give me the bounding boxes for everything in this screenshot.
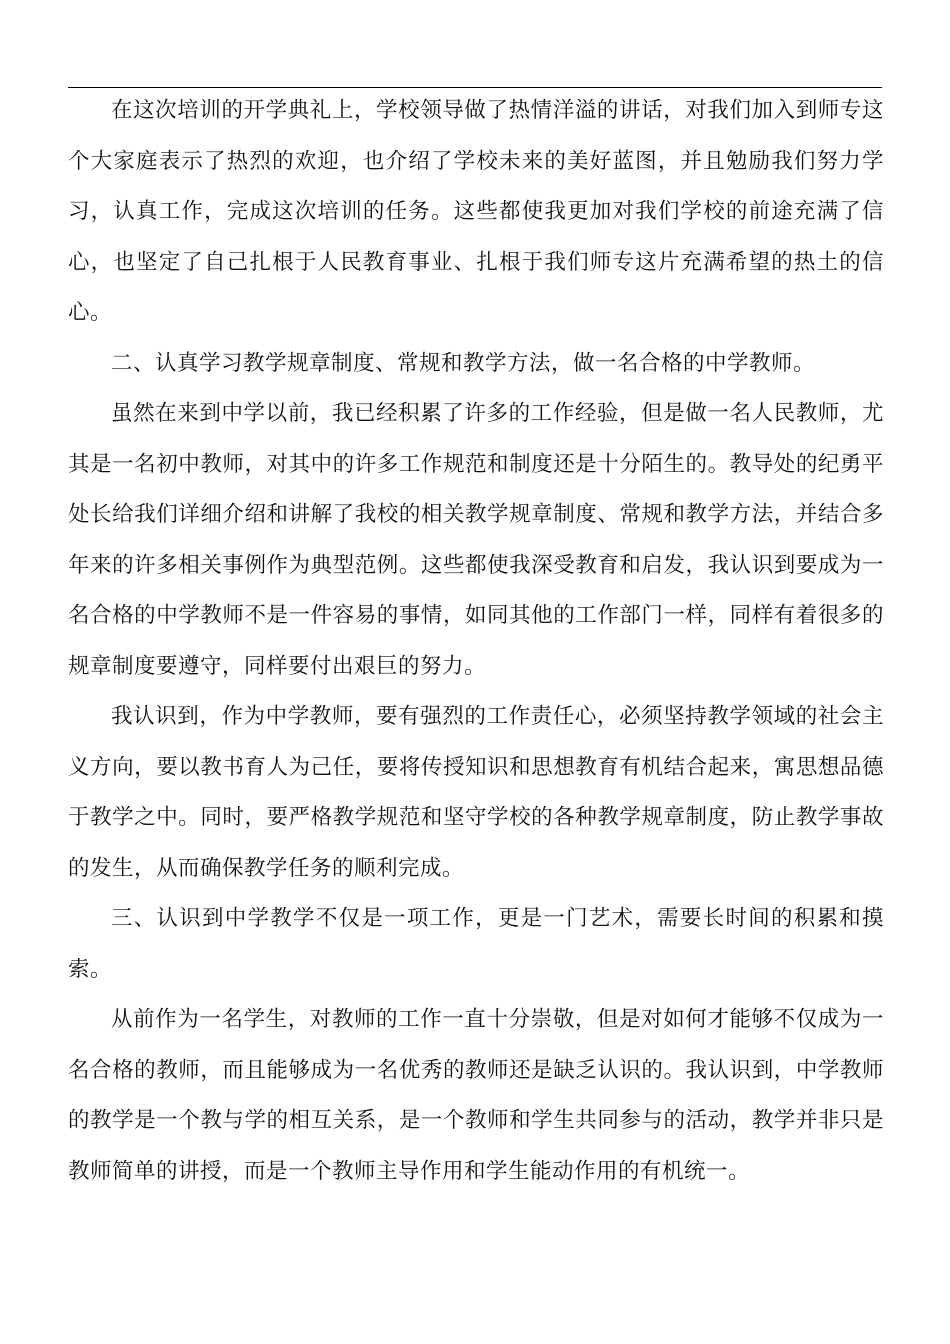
- document-body: [68, 86, 884, 1197]
- section-heading-2: 二、认真学习教学规章制度、常规和教学方法，做一名合格的中学教师。: [111, 350, 816, 376]
- paragraph-teaching-art: 从前作为一名学生，对教师的工作一直十分崇敬，但是对如何才能够不仅成为一名合格的教师，而且能够成为一名优秀的教师还是缺乏认识的。我认识到，中学教师的教学是一个教与学的相互关系，是一个教师和学生共同参与的活动，教学并非只是教师简单的讲授，而是一个教师主导作用和学生能动作用的有机统一。: [68, 1007, 884, 1184]
- paragraph-regulations: 虽然在来到中学以前，我已经积累了许多的工作经验，但是做一名人民教师，尤其是一名初中教师，对其中的许多工作规范和制度还是十分陌生的。教导处的纪勇平处长给我们详细介绍和讲解了我校的相关教学规章制度、常规和教学方法，并结合多年来的许多相关事例作为典型范例。这些都使我深受教育和启发，我认识到要成为一名合格的中学教师不是一件容易的事情，如同其他的工作部门一样，同样有着很多的规章制度要遵守，同样要付出艰巨的努力。: [68, 401, 884, 679]
- paragraph-opening-ceremony: 在这次培训的开学典礼上，学校领导做了热情洋溢的讲话，对我们加入到师专这个大家庭表示了热烈的欢迎，也介绍了学校未来的美好蓝图，并且勉励我们努力学习，认真工作，完成这次培训的任务。这些都使我更加对我们学校的前途充满了信心，也坚定了自己扎根于人民教育事业、扎根于我们师专这片充满希望的热土的信心。: [68, 98, 884, 325]
- paragraph-responsibility: 我认识到，作为中学教师，要有强烈的工作责任心，必须坚持教学领域的社会主义方向，要以教书育人为己任，要将传授知识和思想教育有机结合起来，寓思想品德于教学之中。同时，要严格教学规范和坚守学校的各种教学规章制度，防止教学事故的发生，从而确保教学任务的顺利完成。: [68, 704, 884, 881]
- section-heading-3: 三、认识到中学教学不仅是一项工作，更是一门艺术，需要长时间的积累和摸索。: [68, 906, 884, 982]
